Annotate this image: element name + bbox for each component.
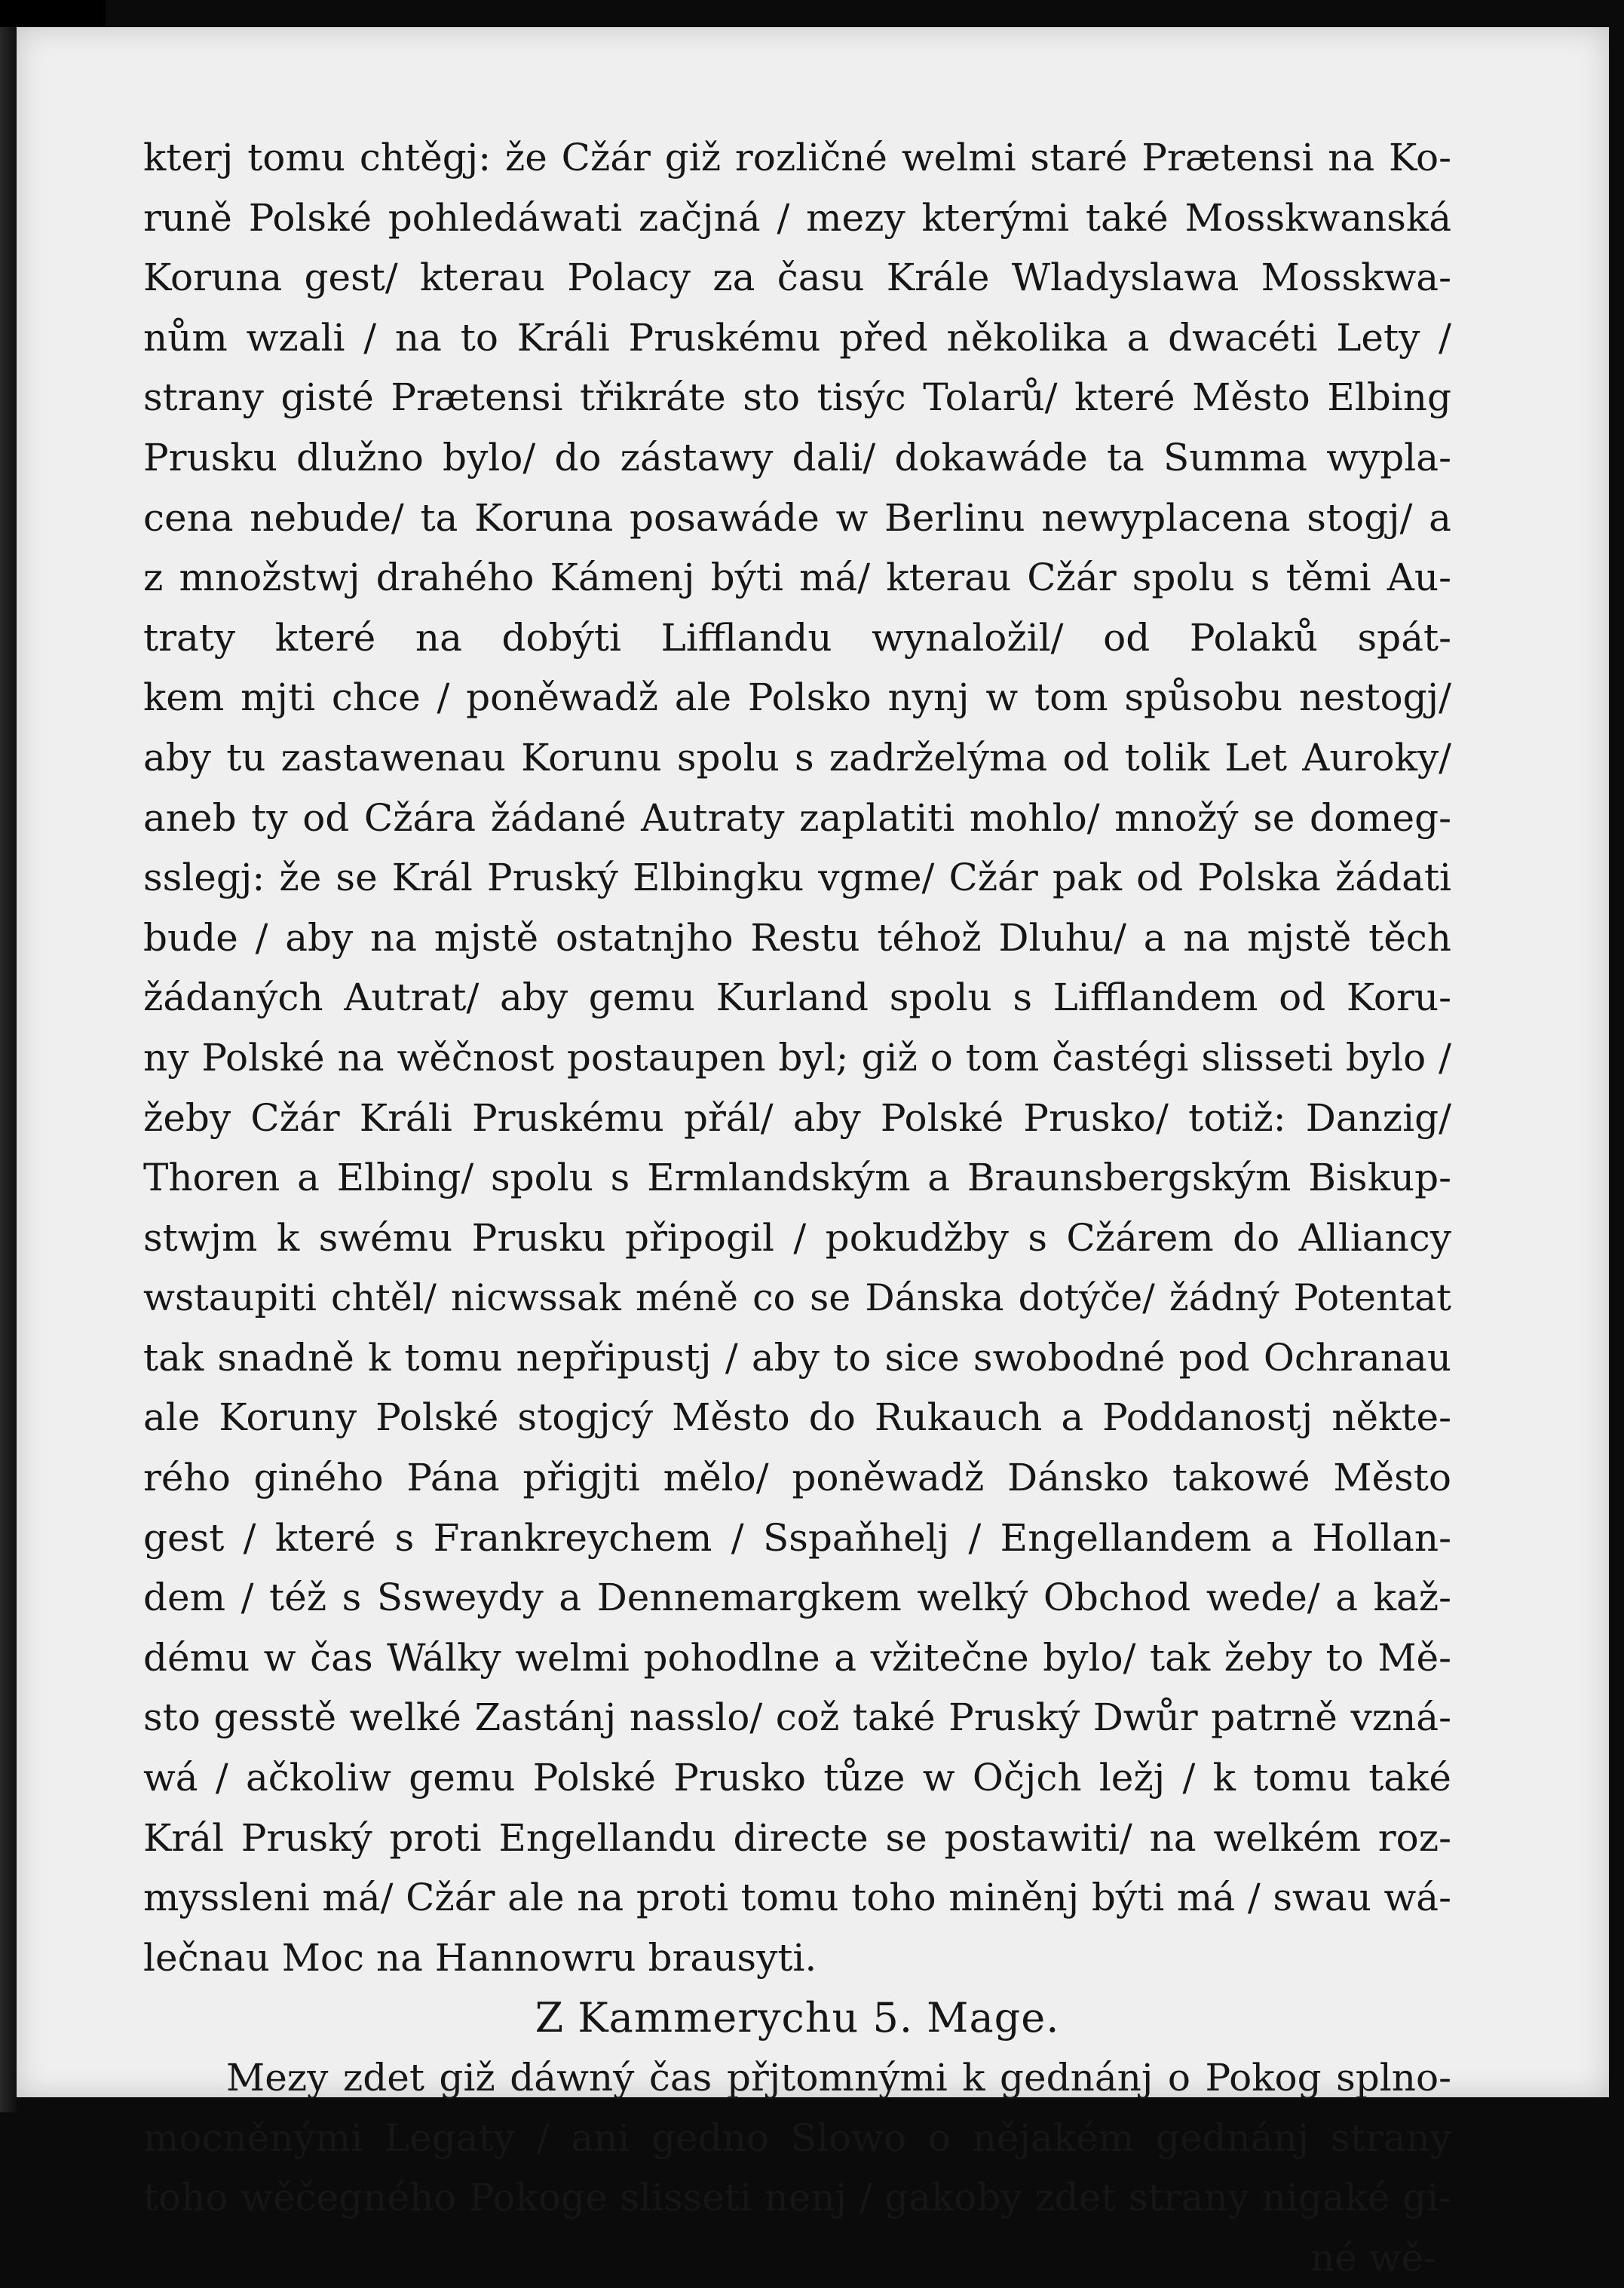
text-line: ale Koruny Polské stogjcý Město do Rukauch a Poddanostj někte- <box>143 1395 1451 1440</box>
paragraph-1-last-line: lečnau Moc na Hannowru brausyti. <box>143 1935 817 1980</box>
text-line: kem mjti chce / poněwadž ale Polsko nynj w tom spůsobu nestogj/ <box>143 675 1451 720</box>
text-line: žeby Cžár Králi Pruskému přál/ aby Polské Prusko/ totiž: Danzig/ <box>143 1095 1451 1140</box>
text-line: z množstwj drahého Kámenj býti má/ kterau Cžár spolu s těmi Au- <box>143 556 1451 600</box>
text-line: stwjm k swému Prusku připogil / pokudžby s Cžárem do Alliancy <box>143 1215 1451 1260</box>
text-line: cena nebude/ ta Koruna posawáde w Berlinu newyplacena stogj/ a <box>143 495 1451 540</box>
text-line: Král Pruský proti Engellandu directe se postawiti/ na welkém roz- <box>143 1815 1451 1860</box>
text-line: sslegj: že se Král Pruský Elbingku vgme/ Cžár pak od Polska žádati <box>143 856 1451 900</box>
book-binding-edge <box>0 0 17 2112</box>
text-line: aby tu zastawenau Korunu spolu s zadrželýma od tolik Let Auroky/ <box>143 735 1451 780</box>
text-line: mocněnými Legaty / ani gedno Slowo o nějakém gednánj strany <box>143 2115 1451 2160</box>
text-line: rého giného Pána přigjti mělo/ poněwadž Dánsko takowé Město <box>143 1456 1451 1500</box>
text-line: sto gesstě welké Zastánj nasslo/ což také Pruský Dwůr patrně vzná- <box>143 1695 1451 1740</box>
text-line: aneb ty od Cžára žádané Autraty zaplatiti mohlo/ množý se domeg- <box>143 795 1451 840</box>
catchword: né wě- <box>1310 2235 1436 2280</box>
news-heading: Z Kammerychu 5. Mage. <box>535 1994 1060 2042</box>
text-line: dem / též s Sswеydy a Dennemargkem welký Obchod wede/ a kaž- <box>143 1576 1451 1620</box>
text-line: nům wzali / na to Králi Pruskému před několika a dwacéti Lety / <box>143 315 1451 360</box>
text-line: traty které na dobýti Lifflandu wynaložil/ od Polaků spát- <box>143 615 1451 660</box>
text-line: Koruna gest/ kterau Polacy za času Krále Wladyslawa Mosskwa- <box>143 256 1451 300</box>
text-line: ny Polské na wěčnost postaupen byl; giž o tom častégi slisseti bylo / <box>143 1035 1451 1080</box>
text-line: žádaných Autrat/ aby gemu Kurland spolu s Lifflandem od Koru- <box>143 976 1451 1020</box>
text-line: Mezy zdet giž dáwný čas přjtomnými k gednánj o Pokog splno- <box>226 2056 1451 2100</box>
scan-corner <box>0 0 106 27</box>
text-line: kterj tomu chtěgj: že Cžár giž rozličné welmi staré Prætensi na Ko- <box>143 136 1451 179</box>
paragraph-2 <box>143 2048 1451 2228</box>
paragraph-1 <box>143 128 1451 1928</box>
text-line: dému w čas Wálky welmi pohodlne a vžitečne bylo/ tak žeby to Mě- <box>143 1635 1451 1680</box>
text-line: tak snadně k tomu nepřipustj / aby to sice swobodné pod Ochranau <box>143 1335 1451 1380</box>
text-line: Thoren a Elbing/ spolu s Ermlandským a Braunsbergským Biskup- <box>143 1156 1451 1200</box>
text-line: runě Polské pohledáwati začjná / mezy kterými také Mosskwanská <box>143 195 1451 240</box>
text-line: bude / aby na mjstě ostatnjho Restu téhož Dluhu/ a na mjstě těch <box>143 915 1451 960</box>
text-line: strany gisté Prætensi třikráte sto tisýc Tolarů/ které Město Elbing <box>143 375 1451 420</box>
text-line: Prusku dlužno bylo/ do zástawy dali/ dokawáde ta Summa wypla- <box>143 435 1451 479</box>
text-line: toho wěčegného Pokoge slisseti nenj / gakoby zdet strany nigaké gi- <box>143 2176 1451 2220</box>
document-text <box>143 128 1451 2288</box>
text-line: myssleni má/ Cžár ale na proti tomu toho miněnj býti má / swau wá- <box>143 1876 1451 1920</box>
text-line: wá / ačkoliw gemu Polské Prusko tůze w Očjch ležj / k tomu také <box>143 1756 1451 1800</box>
text-line: gest / které s Frankreychem / Sspaňhelj / Engellandem a Hollan- <box>143 1515 1451 1560</box>
text-line: wstaupiti chtěl/ nicwssak méně co se Dánska dotýče/ žádný Potentat <box>143 1276 1451 1320</box>
